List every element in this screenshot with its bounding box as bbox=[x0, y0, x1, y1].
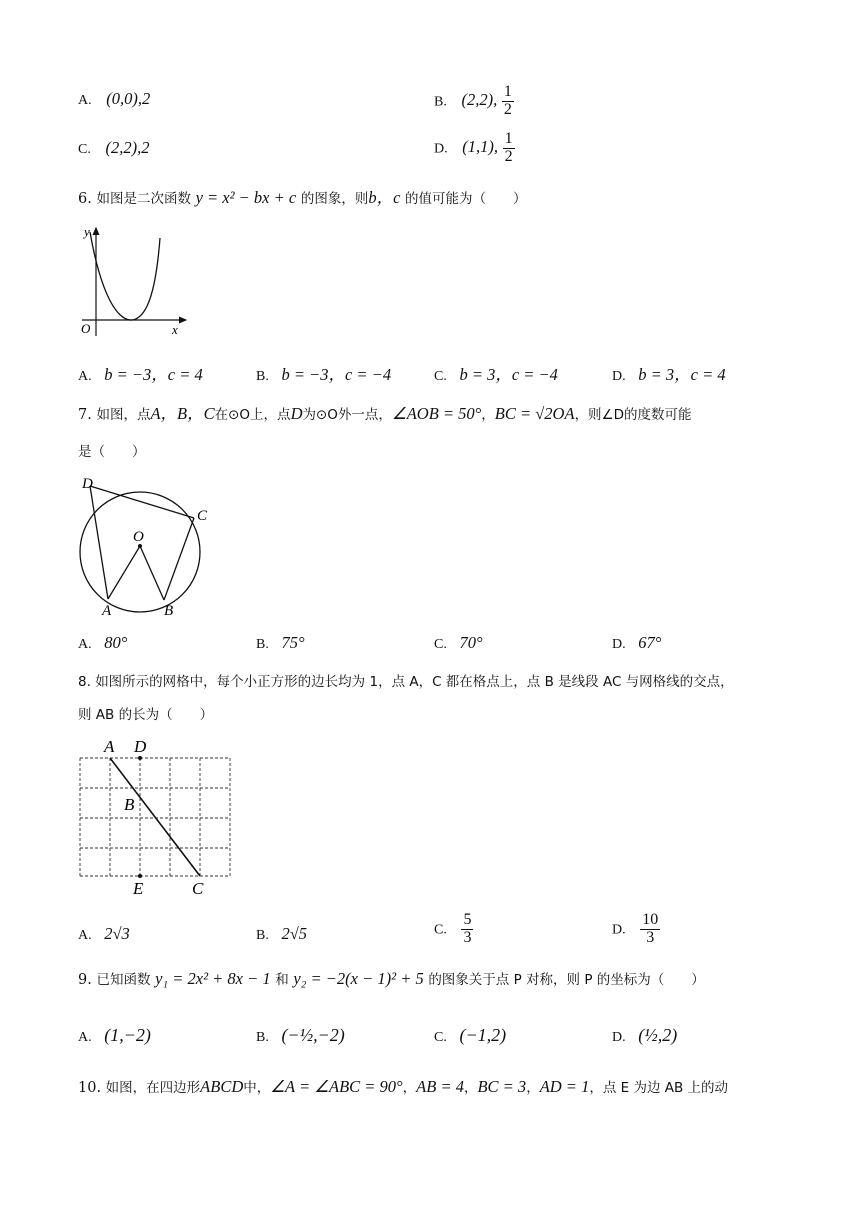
option-label: A. bbox=[78, 369, 92, 384]
y-axis-label: y bbox=[84, 224, 90, 239]
stem-points: A，B，C bbox=[150, 404, 215, 423]
stem-text: 在⊙O上，点 bbox=[214, 407, 291, 423]
x-axis-label: x bbox=[172, 322, 178, 337]
q5-option-b bbox=[434, 84, 514, 119]
q6-parabola-figure bbox=[76, 224, 196, 340]
q8-grid-figure bbox=[72, 734, 242, 900]
option-value: 2√3 bbox=[104, 924, 130, 943]
option-fraction: $\frac{10}{3}$ bbox=[642, 911, 659, 946]
segment-oa bbox=[108, 546, 140, 599]
option-value: 2√5 bbox=[281, 924, 308, 943]
option-value: (0,0),2 bbox=[106, 89, 151, 108]
option-value: (2,2), bbox=[461, 90, 498, 110]
stem-bc: BC = √2OA bbox=[494, 404, 575, 423]
q8-option-a bbox=[78, 924, 130, 944]
stem-y1: y₁ = 2x² + 8x − 1 bbox=[155, 969, 271, 988]
q7-stem-line2: 是（ ） bbox=[78, 444, 146, 460]
q8-stem-line1 bbox=[78, 670, 734, 690]
q7-option-c bbox=[434, 633, 483, 653]
option-label: C. bbox=[434, 922, 447, 938]
label-b: B bbox=[164, 603, 174, 619]
option-label: D. bbox=[612, 922, 626, 938]
stem-angles: ∠A = ∠ABC = 90° bbox=[270, 1077, 403, 1096]
stem-text: 的图象，则 bbox=[300, 191, 369, 207]
q9-option-b bbox=[256, 1025, 345, 1046]
stem-text: 的图象关于点 P 对称，则 P 的坐标为（ ） bbox=[428, 972, 705, 988]
q5-option-c bbox=[78, 138, 149, 158]
stem-text: ， bbox=[481, 407, 495, 423]
option-label: B. bbox=[256, 369, 269, 384]
stem-text: ， bbox=[526, 1080, 540, 1096]
q10-stem bbox=[78, 1076, 728, 1097]
option-value: 75° bbox=[281, 633, 305, 652]
label-d: D bbox=[134, 737, 147, 756]
q6-option-b bbox=[256, 361, 391, 385]
option-label: B. bbox=[256, 1030, 269, 1045]
label-e: E bbox=[133, 879, 144, 898]
option-label: D. bbox=[612, 1030, 626, 1045]
question-number: 6. bbox=[78, 191, 92, 207]
question-number: 9. bbox=[78, 972, 92, 988]
option-label: D. bbox=[434, 141, 448, 157]
point-e bbox=[138, 874, 142, 878]
stem-ad: AD = 1 bbox=[539, 1077, 590, 1096]
question-number: 7. bbox=[78, 407, 92, 423]
label-a: A bbox=[104, 737, 115, 756]
segment-ac bbox=[110, 758, 200, 876]
option-label: B. bbox=[256, 928, 269, 943]
option-value: 80° bbox=[104, 633, 128, 652]
q8-stem-line2: 则 AB 的长为（ ） bbox=[78, 707, 214, 723]
stem-angle: ∠AOB = 50° bbox=[391, 404, 482, 423]
stem-abcd: ABCD bbox=[200, 1077, 244, 1096]
question-number: 10. bbox=[78, 1080, 102, 1096]
stem-text: 中， bbox=[243, 1080, 271, 1096]
q9-option-c bbox=[434, 1025, 506, 1046]
option-label: A. bbox=[78, 637, 92, 652]
q8-option-c bbox=[434, 912, 473, 947]
stem-text: ， bbox=[402, 1080, 417, 1096]
option-fraction: $\frac{1}{2}$ bbox=[503, 83, 512, 118]
q8-option-d bbox=[612, 912, 660, 947]
origin-label: O bbox=[81, 321, 91, 336]
q7-option-b bbox=[256, 633, 305, 653]
q5-option-a bbox=[78, 89, 150, 109]
stem-point-d: D bbox=[290, 404, 303, 423]
option-value: (½,2) bbox=[638, 1025, 678, 1045]
segment-dc bbox=[90, 486, 194, 518]
option-label: C. bbox=[434, 1030, 447, 1045]
option-label: A. bbox=[78, 1030, 92, 1045]
q6-stem bbox=[78, 184, 527, 208]
stem-text: 的值可能为（ ） bbox=[405, 191, 527, 207]
option-label: D. bbox=[612, 637, 626, 652]
point-d bbox=[138, 756, 142, 760]
option-label: B. bbox=[434, 94, 447, 110]
q7-circle-figure bbox=[72, 466, 212, 622]
q7-option-d bbox=[612, 633, 661, 653]
stem-vars: b，c bbox=[368, 188, 401, 207]
option-value: b = 3，c = −4 bbox=[459, 365, 558, 384]
option-value: 70° bbox=[459, 633, 483, 652]
option-fraction: $\frac{5}{3}$ bbox=[463, 911, 472, 946]
stem-text: ，则∠D的度数可能 bbox=[574, 407, 692, 423]
stem-text: 如图所示的网格中，每个小正方形的边长均为 1，点 A，C 都在格点上，点 B 是线段 AC 与网格线的交点， bbox=[95, 674, 734, 690]
option-value: (−½,−2) bbox=[281, 1025, 345, 1045]
q7-stem-line1 bbox=[78, 400, 692, 424]
option-value: (1,1), bbox=[462, 137, 498, 157]
q6-option-d bbox=[612, 361, 726, 385]
label-c: C bbox=[192, 879, 204, 898]
option-value: b = −3，c = −4 bbox=[281, 365, 392, 384]
stem-text: 为⊙O外一点， bbox=[302, 407, 392, 423]
option-label: B. bbox=[256, 637, 269, 652]
option-label: C. bbox=[434, 369, 447, 384]
option-label: C. bbox=[434, 637, 447, 652]
q6-option-a bbox=[78, 361, 203, 385]
stem-text: ，点 E 为边 AB 上的动 bbox=[589, 1080, 729, 1096]
segment-bc bbox=[164, 518, 194, 600]
question-number: 8. bbox=[78, 674, 91, 690]
stem-y2: y₂ = −2(x − 1)² + 5 bbox=[293, 969, 424, 988]
option-fraction: $\frac{1}{2}$ bbox=[504, 130, 513, 165]
option-label: D. bbox=[612, 369, 626, 384]
segment-ob bbox=[140, 546, 164, 600]
stem-bc: BC = 3 bbox=[477, 1077, 527, 1096]
label-d: D bbox=[82, 476, 93, 492]
stem-text: 已知函数 bbox=[96, 972, 151, 988]
stem-text: 如图是二次函数 bbox=[96, 191, 191, 207]
stem-text: 如图，在四边形 bbox=[105, 1080, 201, 1096]
stem-text: ， bbox=[463, 1080, 478, 1096]
option-value: (−1,2) bbox=[459, 1025, 507, 1045]
option-value: (1,−2) bbox=[104, 1025, 151, 1045]
q9-stem bbox=[78, 968, 705, 989]
option-label: C. bbox=[78, 142, 91, 157]
option-value: b = 3，c = 4 bbox=[638, 365, 726, 384]
stem-text: 如图，点 bbox=[96, 407, 151, 423]
label-b: B bbox=[124, 795, 135, 814]
parabola-curve bbox=[90, 232, 160, 320]
option-label: A. bbox=[78, 93, 92, 108]
label-c: C bbox=[197, 508, 208, 524]
option-value: b = −3，c = 4 bbox=[104, 365, 203, 384]
stem-text: 和 bbox=[275, 972, 289, 988]
q9-option-d bbox=[612, 1025, 677, 1046]
q9-option-a bbox=[78, 1025, 151, 1046]
q5-option-d bbox=[434, 131, 515, 166]
stem-ab: AB = 4 bbox=[416, 1077, 464, 1096]
option-value: (2,2),2 bbox=[105, 138, 150, 157]
stem-formula: y = x² − bx + c bbox=[195, 188, 297, 207]
option-value: 67° bbox=[638, 633, 662, 652]
q6-option-c bbox=[434, 361, 558, 385]
label-o: O bbox=[133, 529, 144, 545]
label-a: A bbox=[102, 603, 112, 619]
option-label: A. bbox=[78, 928, 92, 943]
q7-option-a bbox=[78, 633, 127, 653]
q8-option-b bbox=[256, 924, 307, 944]
